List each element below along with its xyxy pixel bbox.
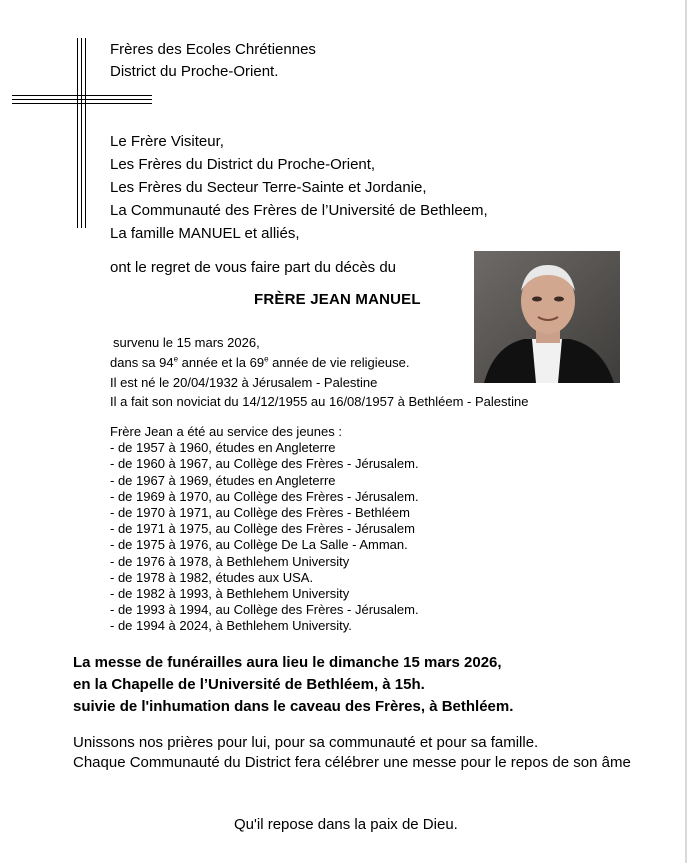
greeting-line: Les Frères du District du Proche-Orient,	[110, 156, 376, 173]
greeting-list	[110, 130, 488, 245]
deceased-name: FRÈRE JEAN MANUEL	[254, 291, 421, 308]
list-item: - de 1982 à 1993, à Bethlehem University	[110, 586, 350, 602]
list-item: - de 1976 à 1978, à Bethlehem University	[110, 553, 350, 569]
greeting-line: La famille MANUEL et alliés,	[110, 225, 300, 242]
list-item: - de 1978 à 1982, études aux USA.	[110, 569, 314, 585]
list-item: - de 1975 à 1976, au Collège De La Salle - Amman.	[110, 537, 408, 553]
greeting-line: Les Frères du Secteur Terre-Sainte et Jordanie,	[110, 179, 427, 196]
service-intro: Frère Jean a été au service des jeunes :	[110, 424, 342, 439]
prayer-line-2: Chaque Communauté du District fera célébrer une messe pour le repos de son âme	[73, 754, 631, 771]
closing-text: Qu'il repose dans la paix de Dieu.	[234, 816, 458, 833]
portrait-photo	[474, 251, 620, 383]
novitiate-line: Il a fait son noviciat du 14/12/1955 au 16/08/1957 à Bethléem - Palestine	[110, 394, 529, 409]
list-item: - de 1960 à 1967, au Collège des Frères - Jérusalem.	[110, 456, 419, 472]
list-item: - de 1957 à 1960, études en Angleterre	[110, 440, 336, 456]
funeral-line: en la Chapelle de l’Université de Bethléem, à 15h.	[73, 676, 425, 693]
list-item: - de 1970 à 1971, au Collège des Frères - Bethléem	[110, 505, 410, 521]
list-item: - de 1967 à 1969, études en Angleterre	[110, 472, 336, 488]
list-item: - de 1969 à 1970, au Collège des Frères - Jérusalem.	[110, 488, 419, 504]
page-edge	[685, 0, 687, 863]
list-item: - de 1971 à 1975, au Collège des Frères - Jérusalem	[110, 521, 415, 537]
header-line-2: District du Proche-Orient.	[110, 63, 279, 80]
list-item: - de 1993 à 1994, au Collège des Frères - Jérusalem.	[110, 602, 419, 618]
birth-line: Il est né le 20/04/1932 à Jérusalem - Palestine	[110, 375, 378, 390]
death-date: survenu le 15 mars 2026,	[113, 335, 260, 350]
funeral-line: La messe de funérailles aura lieu le dimanche 15 mars 2026,	[73, 654, 502, 671]
service-list	[110, 424, 419, 635]
age-line: dans sa 94e année et la 69e année de vie religieuse.	[110, 354, 410, 370]
funeral-info	[73, 652, 513, 718]
greeting-line: Le Frère Visiteur,	[110, 133, 224, 150]
greeting-line: La Communauté des Frères de l’Université de Bethleem,	[110, 202, 488, 219]
list-item: - de 1994 à 2024, à Bethlehem University.	[110, 618, 352, 634]
regret-text: ont le regret de vous faire part du décès du	[110, 259, 397, 276]
funeral-line: suivie de l'inhumation dans le caveau des Frères, à Bethléem.	[73, 698, 514, 715]
prayer-line-1: Unissons nos prières pour lui, pour sa communauté et pour sa famille.	[73, 734, 539, 751]
header-line-1: Frères des Ecoles Chrétiennes	[110, 41, 316, 58]
